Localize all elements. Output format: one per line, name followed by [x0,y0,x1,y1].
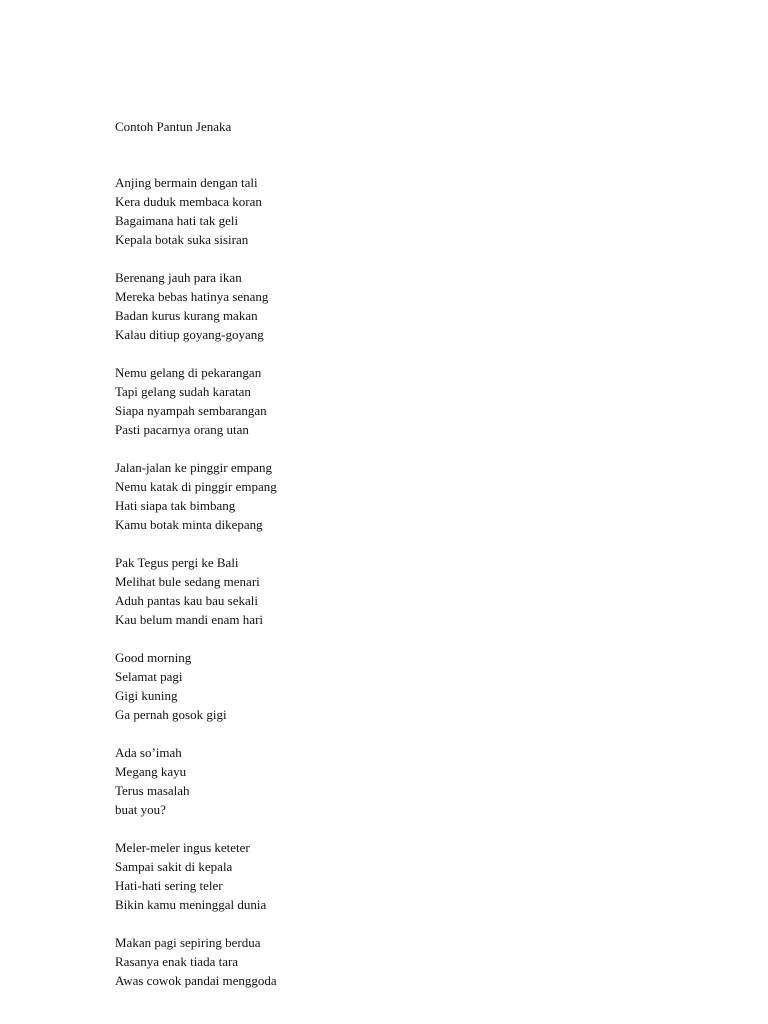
stanza-line: Gigi kuning [115,688,178,703]
stanza-line: Megang kayu [115,764,187,779]
stanza-line: Meler-meler ingus keteter [115,840,250,855]
stanza-5 [115,553,277,629]
stanza-line: Aduh pantas kau bau sekali [115,593,258,608]
stanza-line: Anjing bermain dengan tali [115,175,258,190]
stanza-line: Nemu gelang di pekarangan [115,365,262,380]
stanza-line: Terus masalah [115,783,190,798]
stanza-line: Pasti pacarnya orang utan [115,422,249,437]
stanza-line: Berenang jauh para ikan [115,270,242,285]
stanza-line: Siapa nyampah sembarangan [115,403,267,418]
stanza-line: Hati-hati sering teler [115,878,223,893]
stanza-1 [115,173,277,249]
stanza-8 [115,838,277,914]
stanza-line: Mereka bebas hatinya senang [115,289,269,304]
stanza-4 [115,458,277,534]
stanza-line: Ga pernah gosok gigi [115,707,227,722]
stanza-line: Hati siapa tak bimbang [115,498,236,513]
stanza-line: Kau belum mandi enam hari [115,612,264,627]
stanza-line: Good morning [115,650,192,665]
stanza-line: Ada so’imah [115,745,182,760]
stanza-line: Pak Tegus pergi ke Bali [115,555,239,570]
stanza-line: Melihat bule sedang menari [115,574,260,589]
stanza-line: Jalan-jalan ke pinggir empang [115,460,273,475]
stanza-line: Awas cowok pandai menggoda [115,973,277,988]
stanza-line: Rasanya enak tiada tara [115,954,239,969]
stanza-line: buat you? [115,802,166,817]
stanza-2 [115,268,277,344]
stanza-line: Kamu botak minta dikepang [115,517,263,532]
stanza-9 [115,933,277,990]
stanza-line: Makan pagi sepiring berdua [115,935,261,950]
stanza-line: Nemu katak di pinggir empang [115,479,277,494]
stanza-line: Bikin kamu meninggal dunia [115,897,267,912]
pantun-list [115,173,277,1009]
stanza-line: Kalau ditiup goyang-goyang [115,327,264,342]
stanza-line: Tapi gelang sudah karatan [115,384,251,399]
stanza-6 [115,648,277,724]
stanza-line: Kera duduk membaca koran [115,194,262,209]
stanza-line: Badan kurus kurang makan [115,308,258,323]
stanza-3 [115,363,277,439]
stanza-line: Bagaimana hati tak geli [115,213,239,228]
stanza-7 [115,743,277,819]
stanza-line: Selamat pagi [115,669,183,684]
stanza-line: Kepala botak suka sisiran [115,232,249,247]
stanza-line: Sampai sakit di kepala [115,859,233,874]
document-title: Contoh Pantun Jenaka [115,119,232,134]
